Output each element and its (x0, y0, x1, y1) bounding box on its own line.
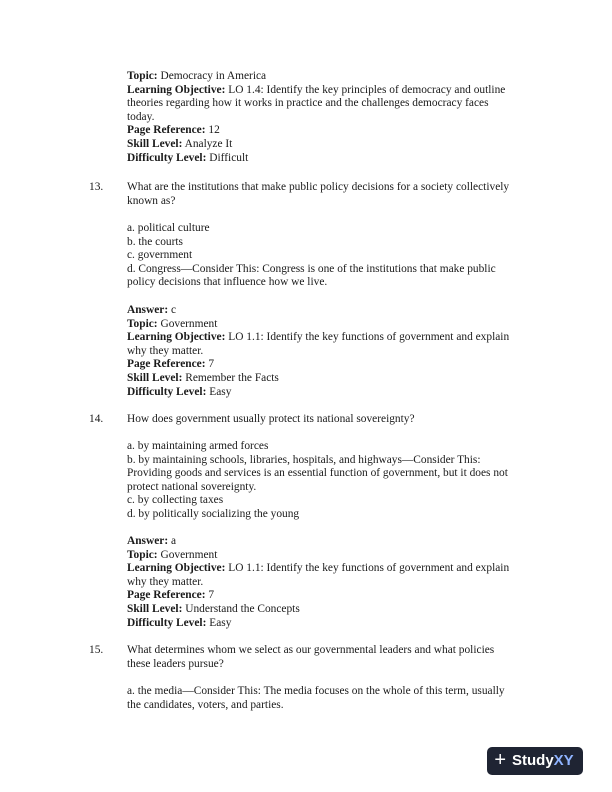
question-14-text: How does government usually protect its national sovereignty? (127, 413, 415, 425)
question-15-number: 15. (89, 644, 104, 656)
topic-line: Topic: Democracy in America (127, 70, 267, 82)
option-b: b. the courts (127, 235, 183, 248)
page-reference-line: Page Reference: 12 (127, 124, 220, 137)
question-15-options (127, 685, 527, 712)
option-b: b. by maintaining schools, libraries, hospitals, and highways—Consider This: (127, 453, 481, 466)
studyxy-badge[interactable] (487, 747, 583, 775)
option-a: a. by maintaining armed forces (127, 440, 269, 452)
difficulty-level-line: Difficulty Level: Easy (127, 616, 232, 629)
difficulty-level-line: Difficulty Level: Difficult (127, 151, 249, 164)
question-13-text: What are the institutions that make public policy decisions for a society collectively known as? (127, 181, 510, 207)
option-d: d. by politically socializing the young (127, 507, 300, 520)
option-a: a. political culture (127, 222, 210, 234)
question-13-metadata (127, 304, 527, 399)
option-b-cont: Providing goods and services is an essential function of government, but it does not (127, 467, 508, 480)
question-13-options (127, 222, 527, 290)
page-reference-line: Page Reference: 7 (127, 358, 215, 371)
learning-objective-line: why they matter. (127, 575, 204, 588)
question-15-text: What determines whom we select as our governmental leaders and what policies these leaders pursue? (127, 644, 495, 670)
option-b-cont: protect national sovereignty. (127, 480, 257, 493)
topic-line: Topic: Government (127, 317, 218, 330)
question-13-number: 13. (89, 181, 104, 193)
difficulty-level-line: Difficulty Level: Easy (127, 385, 232, 398)
question-12-metadata (127, 70, 527, 165)
page-reference-line: Page Reference: 7 (127, 589, 215, 602)
learning-objective-line: Learning Objective: LO 1.4: Identify the key principles of democracy and outline (127, 83, 506, 96)
plus-icon: + (494, 749, 506, 771)
option-a: a. the media—Consider This: The media focuses on the whole of this term, usually (127, 685, 505, 697)
option-a-cont: the candidates, voters, and parties. (127, 698, 284, 711)
option-d: d. Congress—Consider This: Congress is one of the institutions that make public (127, 262, 496, 275)
option-c: c. by collecting taxes (127, 494, 224, 507)
option-c: c. government (127, 249, 193, 262)
question-14-number: 14. (89, 413, 104, 425)
question-14-options (127, 440, 527, 522)
topic-line: Topic: Government (127, 548, 218, 561)
learning-objective-line: Learning Objective: LO 1.1: Identify the key functions of government and explain (127, 331, 510, 344)
answer-line: Answer: c (127, 304, 177, 316)
learning-objective-line: today. (127, 110, 155, 123)
question-14-metadata (127, 535, 527, 630)
skill-level-line: Skill Level: Understand the Concepts (127, 602, 300, 615)
option-d-cont: policy decisions that influence how we live. (127, 276, 328, 289)
learning-objective-line: theories regarding how it works in practice and the challenges democracy faces (127, 97, 489, 110)
answer-line: Answer: a (127, 535, 177, 547)
brand-name: StudyXY (512, 752, 574, 770)
learning-objective-line: Learning Objective: LO 1.1: Identify the key functions of government and explain (127, 562, 510, 575)
learning-objective-line: why they matter. (127, 344, 204, 357)
skill-level-line: Skill Level: Analyze It (127, 137, 233, 150)
skill-level-line: Skill Level: Remember the Facts (127, 371, 279, 384)
